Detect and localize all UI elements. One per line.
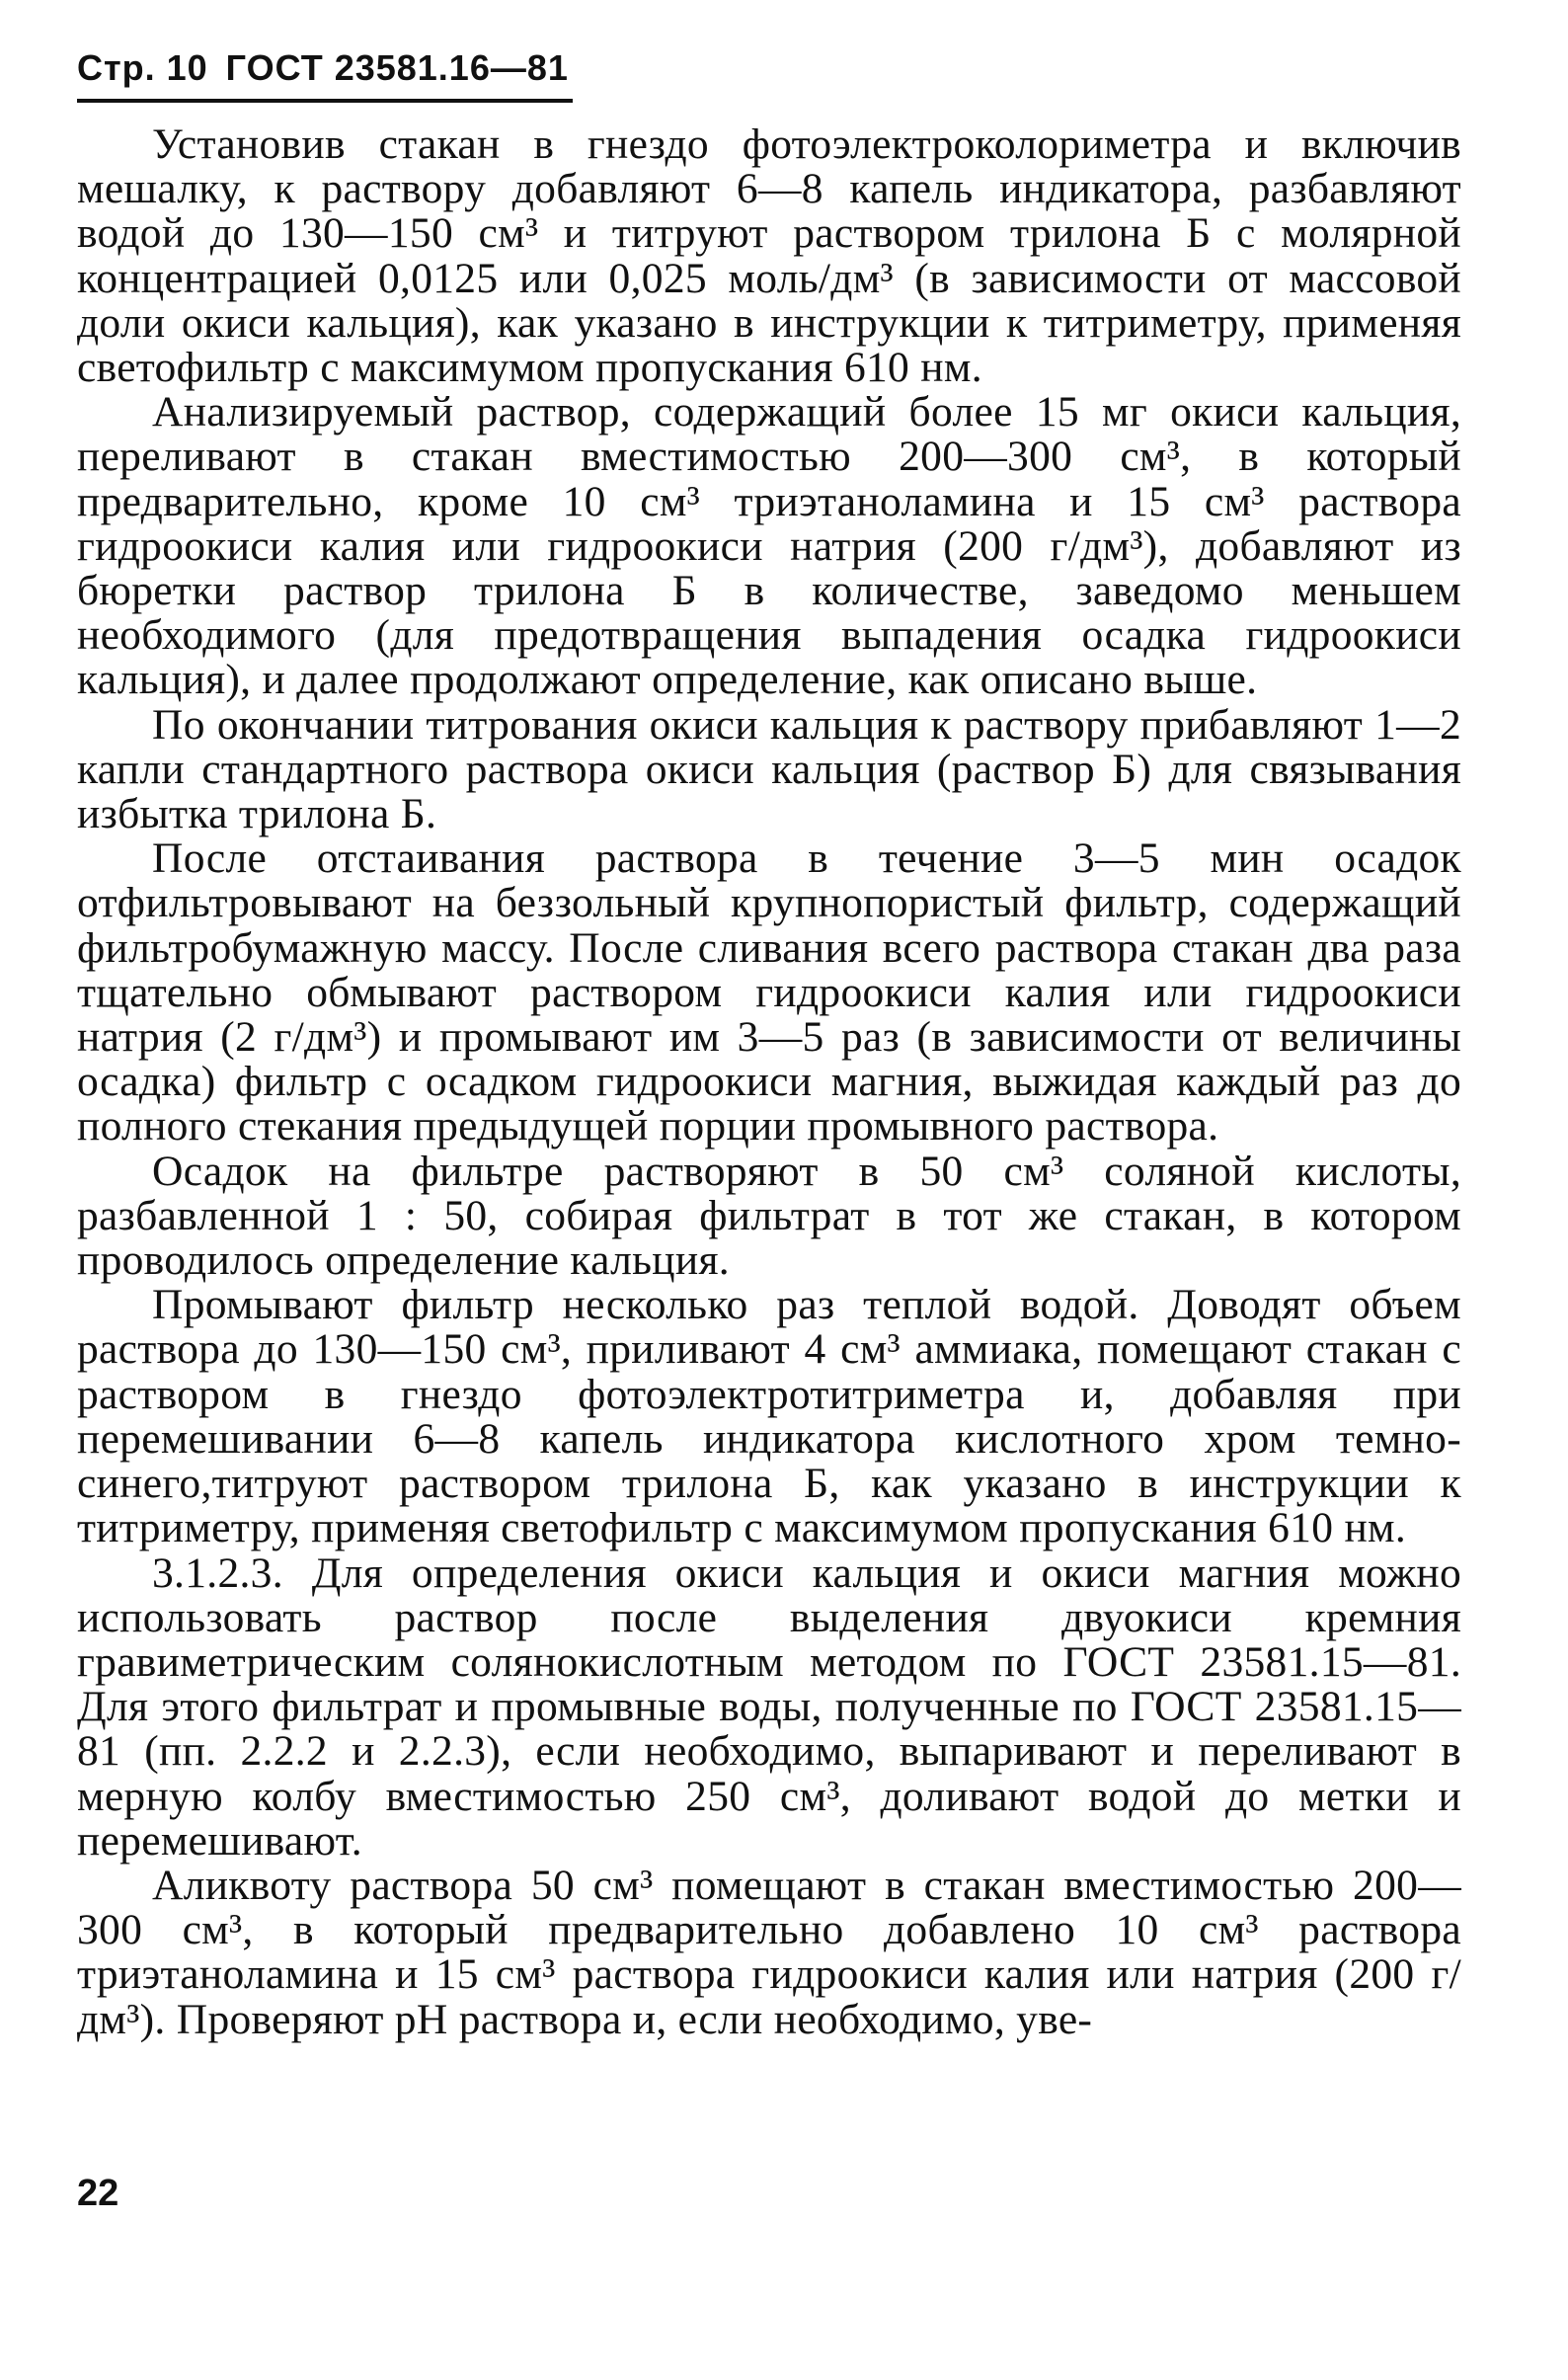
paragraph: Осадок на фильтре растворяют в 50 см³ соляной кислоты, разбавленной 1 : 50, собирая фильтрат в тот же стакан, в котором проводилось определение кальция. — [77, 1147, 1461, 1285]
paragraph: По окончании титрования окиси кальция к раствору прибавляют 1—2 капли стандартного раствора окиси кальция (раствор Б) для связывания избытка трилона Б. — [77, 700, 1461, 838]
page-header — [77, 45, 571, 91]
header-line — [77, 45, 571, 91]
standard-number: ГОСТ 23581.16—81 — [225, 47, 569, 88]
header-rule — [77, 99, 573, 103]
paragraph: Промывают фильтр несколько раз теплой водой. Доводят объем раствора до 130—150 см³, приливают 4 см³ аммиака, помещают стакан с раствором в гнездо фотоэлектротитриметра и, добавляя при перемешивании 6—8 капель индикатора кислотного хром темно-синего,титруют раствором трилона Б, как указано в инструкции к титриметру, применяя светофильтр с максимумом пропускания 610 нм. — [77, 1281, 1461, 1552]
page-label: Стр. 10 — [77, 47, 208, 88]
body-text — [77, 122, 1461, 2042]
page-number: 22 — [77, 2173, 119, 2214]
paragraph: Установив стакан в гнездо фотоэлектроколориметра и включив мешалку, к раствору добавляют 6—8 капель индикатора, разбавляют водой до 130—150 см³ и титруют раствором трилона Б с молярной концентрацией 0,0125 или 0,025 моль/дм³ (в зависимости от массовой доли окиси кальция), как указано в инструкции к титриметру, применяя светофильтр с максимумом пропускания 610 нм. — [77, 120, 1461, 392]
paragraph: 3.1.2.3. Для определения окиси кальция и окиси магния можно использовать раствор после выделения двуокиси кремния гравиметрическим солянокислотным методом по ГОСТ 23581.15—81. Для этого фильтрат и промывные воды, полученные по ГОСТ 23581.15—81 (пп. 2.2.2 и 2.2.3), если необходимо, выпаривают и переливают в мерную колбу вместимостью 250 см³, доливают водой до метки и перемешивают. — [77, 1548, 1461, 1864]
paragraph: Аликвоту раствора 50 см³ помещают в стакан вместимостью 200—300 см³, в который предварительно добавлено 10 см³ раствора триэтаноламина и 15 см³ раствора гидроокиси калия или натрия (200 г/дм³). Проверяют pH раствора и, если необходимо, уве- — [77, 1861, 1461, 2043]
paragraph: Анализируемый раствор, содержащий более 15 мг окиси кальция, переливают в стакан вместимостью 200—300 см³, в который предварительно, кроме 10 см³ триэтаноламина и 15 см³ раствора гидроокиси калия или гидроокиси натрия (200 г/дм³), добавляют из бюретки раствор трилона Б в количестве, заведомо меньшем необходимого (для предотвращения выпадения осадка гидроокиси кальция), и далее продолжают определение, как описано выше. — [77, 388, 1461, 704]
paragraph: После отстаивания раствора в течение 3—5 мин осадок отфильтровывают на беззольный крупнопористый фильтр, содержащий фильтробумажную массу. После сливания всего раствора стакан два раза тщательно обмывают раствором гидроокиси калия или гидроокиси натрия (2 г/дм³) и промывают им 3—5 раз (в зависимости от величины осадка) фильтр с осадком гидроокиси магния, выжидая каждый раз до полного стекания предыдущей порции промывного раствора. — [77, 834, 1461, 1150]
